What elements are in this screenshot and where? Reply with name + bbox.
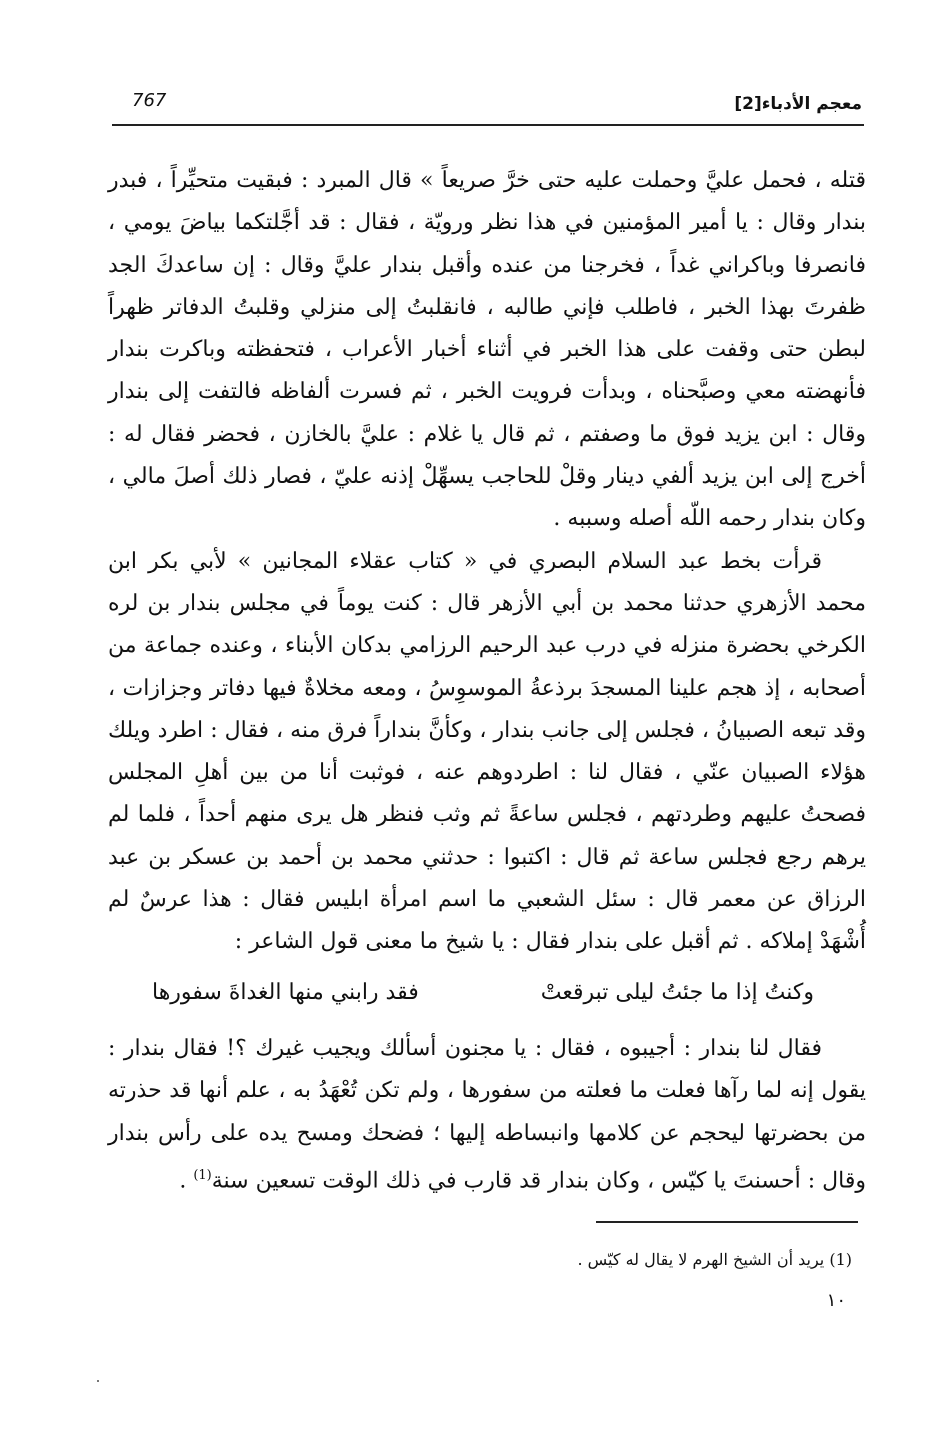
footnote-divider <box>596 1221 858 1223</box>
page-number: 767 <box>132 90 167 111</box>
paragraph-3 <box>108 1028 866 1203</box>
footnote: (1) يريد أن الشيخ الهرم لا يقال له كيّس . <box>577 1250 852 1269</box>
paragraph-1: قتله ، فحمل عليَّ وحملت عليه حتى خرَّ صريعاً » قال المبرد : فبقيت متحيِّراً ، فبدر بندار وقال : يا أمير المؤمنين في هذا نظر ورويّة ، فقال : قد أجَّلتكما بياضَ يومي ، فانصرفا وباكراني غداً ، فخرجنا من عنده وأقبل بندار عليَّ وقال : إن ساعدكَ الجد ظفرتَ بهذا الخبر ، فاطلب فإني طالبه ، فانقلبتُ إلى منزلي وقلبتُ الدفاتر ظهراً لبطن حتى وقفت على هذا الخبر في أثناء أخبار الأعراب ، فتحفظته وباكرت بندار فأنهضته معي وصبَّحناه ، وبدأت فرويت الخبر ، ثم فسرت ألفاظه فالتفت إلى بندار وقال : ابن يزيد فوق ما وصفتم ، ثم قال يا غلام : عليَّ بالخازن ، فحضر فقال له : أخرج إلى ابن يزيد ألفي دينار وقلْ للحاجب يسهِّلْ إذنه عليّ ، فصار ذلك أصلَ مالي ، وكان بندار رحمه اللّه أصله وسببه . <box>108 168 866 532</box>
page-header <box>118 88 862 118</box>
poem-hemistich-1: وكنتُ إذا ما جئتُ ليلى تبرقعتْ <box>540 980 814 1005</box>
main-text <box>108 160 866 964</box>
running-title: معجم الأدباء[2] <box>734 94 862 114</box>
paragraph-2: قرأت بخط عبد السلام البصري في « كتاب عقلاء المجانين » لأبي بكر ابن محمد الأزهري حدثنا محمد بن أبي الأزهر قال : كنت يوماً في مجلس بندار بن لره الكرخي بحضرة منزله في درب عبد الرحيم الرزامي بدكان الأبناء ، وعنده جماعة من أصحابه ، إذ هجم علينا المسجدَ برذعةُ الموسوِسُ ، ومعه مخلاةٌ فيها دفاتر وجزازات ، وقد تبعه الصبيانُ ، فجلس إلى جانب بندار ، وكأنَّ بنداراً فرق منه ، فقال : اطرد ويلك هؤلاء الصبيان عنّي ، فقال لنا : اطردوهم عنه ، فوثبت أنا من بين أهلِ المجلس فصحتُ عليهم وطردتهم ، فجلس ساعةً ثم وثب فنظر هل يرى منهم أحداً ، فلما لم يرهم رجع فجلس ساعة ثم قال : اكتبوا : حدثني محمد بن أحمد بن عسكر بن عبد الرزاق عن معمر قال : سئل الشعبي ما اسم امرأة ابليس فقال : هذا عرسٌ لم أُشْهَدْ إملاكه . ثم أقبل على بندار فقال : يا شيخ ما معنى قول الشاعر : <box>108 548 866 955</box>
scan-speck <box>97 1380 99 1382</box>
paragraph-3-text: فقال لنا بندار : أجيبوه ، فقال : يا مجنون أسألك ويجيب غيرك ؟! فقال بندار : يقول إنه لما رآها فعلت ما فعلته من سفورها ، ولم تكن تُعْهَدُ به ، علم أنها قد حذرته من بحضرتها ليحجم عن كلامها وانبساطه إليها ؛ فضحك ومسح يده على رأس بندار وقال : أحسنتَ يا كيّس ، وكان بندار قد قارب في ذلك الوقت تسعين سنة <box>108 1036 866 1194</box>
signature-number: ١٠ <box>826 1290 846 1311</box>
footnote-reference[interactable]: (1) <box>193 1167 212 1183</box>
header-divider <box>112 124 864 126</box>
poem-hemistich-2: فقد رابني منها الغداةَ سفورها <box>152 980 419 1005</box>
paragraph-3-end: . <box>179 1168 194 1194</box>
main-text-continued <box>108 1028 866 1203</box>
poem-verse <box>110 980 866 1022</box>
